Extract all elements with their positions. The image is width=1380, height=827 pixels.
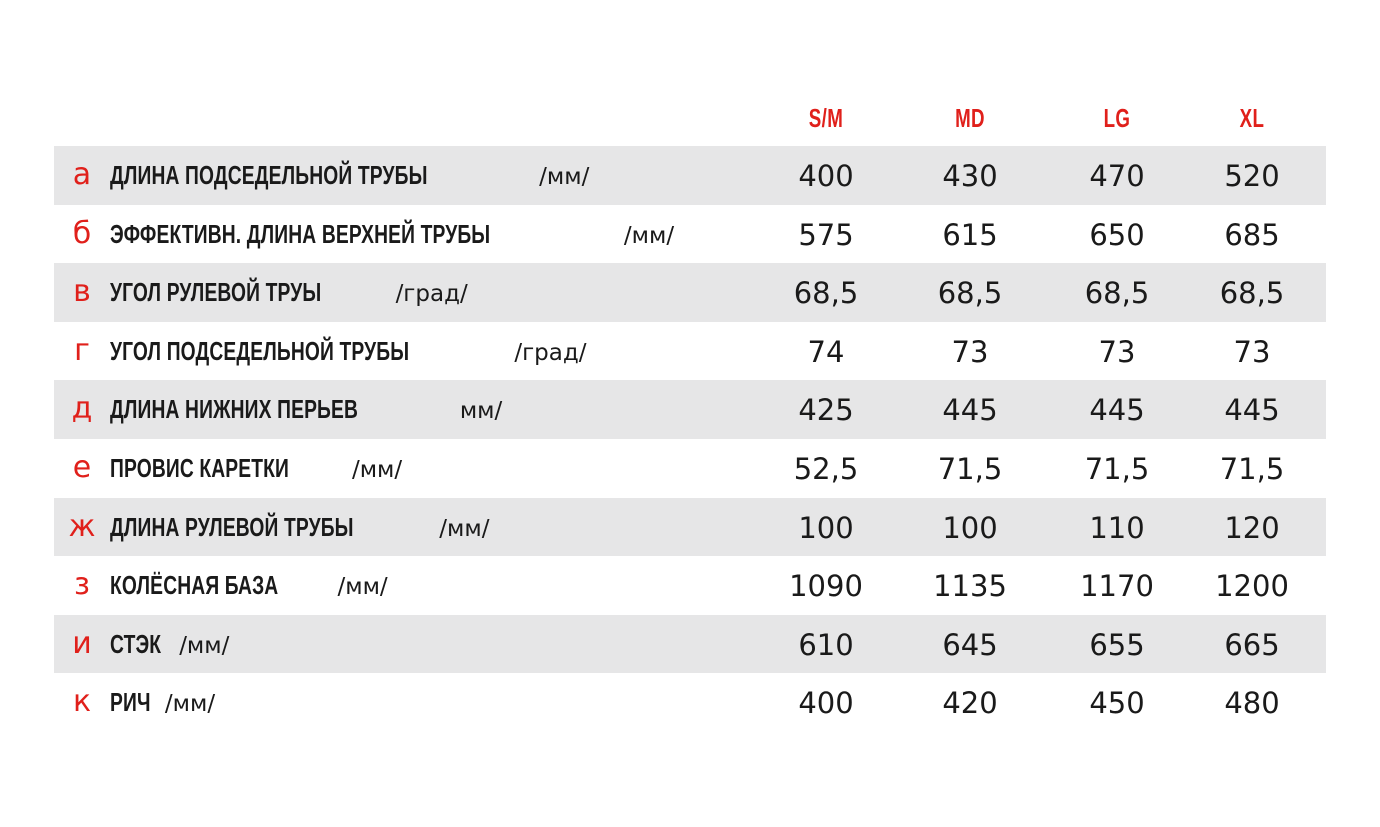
cell-value: 445 [942, 393, 998, 428]
row-label [110, 439, 402, 498]
cell-value: 400 [798, 159, 854, 193]
cell-value: 74 [807, 334, 845, 369]
cell-value: 73 [1233, 334, 1271, 369]
row-letter: ж [68, 508, 96, 544]
row-label-main: ПРОВИС КАРЕТКИ [110, 452, 290, 483]
row-label-unit: /град/ [395, 281, 468, 308]
row-label-unit: /мм/ [351, 456, 403, 483]
row-label [110, 322, 587, 381]
cell-value: 1170 [1080, 569, 1154, 604]
row-label-unit: /мм/ [623, 222, 675, 249]
cell-value: 655 [1089, 627, 1145, 662]
row-letter: и [72, 625, 92, 661]
cell-value: 71,5 [1084, 451, 1150, 486]
cell-value: 71,5 [1219, 451, 1285, 486]
cell-value: 1090 [789, 569, 863, 604]
size-header-lg: LG [1103, 103, 1131, 133]
row-label-main: ДЛИНА ПОДСЕДЕЛЬНОЙ ТРУБЫ [110, 160, 428, 190]
cell-value: 100 [798, 510, 854, 545]
row-label-main: РИЧ [110, 687, 151, 718]
size-header-sm: S/M [808, 103, 844, 133]
cell-value: 52,5 [793, 451, 859, 486]
cell-value: 615 [942, 217, 998, 252]
row-label-unit: /мм/ [337, 574, 388, 601]
row-label-unit: /мм/ [179, 632, 230, 659]
cell-value: 68,5 [1084, 276, 1150, 311]
table-row [54, 556, 1326, 615]
cell-value: 68,5 [1219, 276, 1285, 311]
cell-value: 71,5 [937, 451, 1003, 486]
cell-value: 445 [1089, 393, 1145, 428]
row-letter: д [71, 391, 93, 427]
cell-value: 73 [1098, 334, 1136, 369]
cell-value: 68,5 [793, 276, 859, 311]
row-label-main: ДЛИНА НИЖНИХ ПЕРЬЕВ [110, 394, 359, 425]
cell-value: 68,5 [937, 276, 1003, 311]
table-row [54, 615, 1326, 674]
row-label-main: ЭФФЕКТИВН. ДЛИНА ВЕРХНЕЙ ТРУБЫ [110, 218, 491, 249]
row-label-unit: /мм/ [164, 691, 216, 718]
cell-value: 100 [942, 510, 998, 545]
cell-value: 1135 [933, 569, 1007, 604]
size-header-md: MD [955, 103, 985, 133]
row-label [110, 380, 502, 439]
row-letter: а [72, 157, 92, 192]
row-label-main: УГОЛ ПОДСЕДЕЛЬНОЙ ТРУБЫ [110, 335, 410, 366]
table-row [54, 322, 1326, 381]
cell-value: 685 [1224, 217, 1280, 252]
cell-value: 400 [798, 686, 854, 721]
cell-value: 445 [1224, 393, 1280, 428]
cell-value: 450 [1089, 686, 1145, 721]
cell-value: 1200 [1215, 569, 1289, 604]
table-row [54, 439, 1326, 498]
row-label-unit: /мм/ [539, 164, 590, 190]
row-letter: в [73, 274, 91, 310]
size-header-xl: XL [1239, 103, 1265, 133]
row-letter: е [72, 449, 92, 485]
row-letter: к [72, 684, 92, 720]
cell-value: 575 [798, 217, 854, 252]
row-label-unit: /мм/ [439, 515, 490, 542]
cell-value: 110 [1089, 510, 1145, 545]
cell-value: 610 [798, 627, 854, 662]
cell-value: 645 [942, 627, 998, 662]
row-label-main: УГОЛ РУЛЕВОЙ ТРУЫ [110, 277, 322, 308]
row-letter: г [74, 332, 90, 368]
cell-value: 420 [942, 686, 998, 721]
cell-value: 425 [798, 393, 854, 428]
cell-value: 520 [1224, 159, 1280, 193]
cell-value: 650 [1089, 217, 1145, 252]
row-label [110, 263, 468, 322]
row-label-main: КОЛЁСНАЯ БАЗА [110, 570, 279, 601]
row-label [110, 615, 229, 674]
row-label-unit: /град/ [514, 339, 587, 366]
table-row [54, 146, 1326, 205]
table-row [54, 263, 1326, 322]
table-row [54, 498, 1326, 557]
geometry-table [54, 146, 1326, 732]
row-label [110, 205, 674, 264]
table-row [54, 380, 1326, 439]
row-label [110, 146, 589, 205]
row-label [110, 556, 388, 615]
row-letter: з [74, 567, 90, 603]
row-letter: б [72, 215, 92, 251]
table-row [54, 205, 1326, 264]
row-label [110, 498, 489, 557]
row-label-main: ДЛИНА РУЛЕВОЙ ТРУБЫ [110, 511, 354, 542]
cell-value: 430 [942, 159, 998, 193]
size-header-row [0, 96, 1380, 140]
cell-value: 73 [951, 334, 989, 369]
cell-value: 120 [1224, 510, 1280, 545]
cell-value: 480 [1224, 686, 1280, 721]
cell-value: 470 [1089, 159, 1145, 193]
table-row [54, 673, 1326, 732]
cell-value: 665 [1224, 627, 1280, 662]
row-label-main: СТЭК [110, 628, 162, 659]
row-label [110, 673, 215, 732]
row-label-unit: мм/ [445, 398, 503, 425]
